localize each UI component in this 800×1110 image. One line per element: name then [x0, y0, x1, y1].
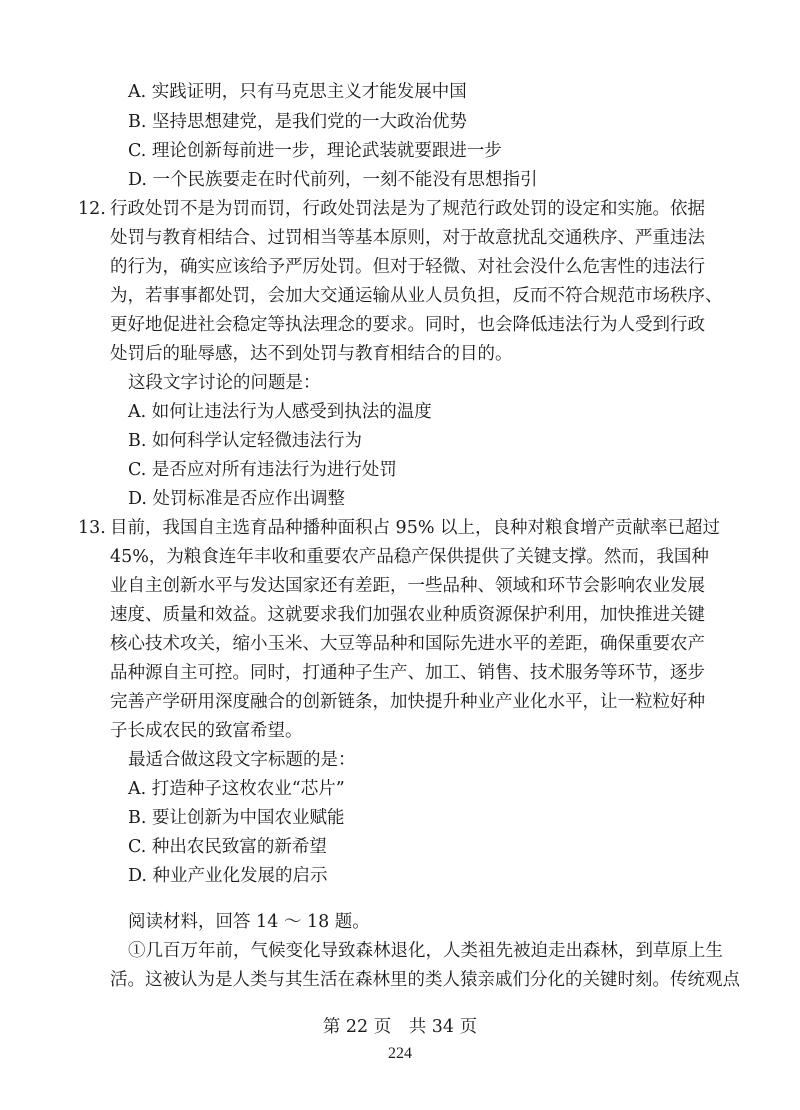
- reading-intro: 阅读材料，回答 14 ～ 18 题。: [128, 912, 370, 932]
- reading-passage-line: 活。这被认为是人类与其生活在森林里的类人猿亲戚们分化的关键时刻。传统观点: [110, 970, 740, 990]
- q11-option-b: B. 坚持思想建党，是我们党的一大政治优势: [128, 112, 467, 132]
- q13-number: 13.: [78, 518, 106, 538]
- q12-passage-line: 处罚与教育相结合、过罚相当等基本原则，对于故意扰乱交通秩序、严重违法: [110, 228, 705, 248]
- q12-option-c: C. 是否应对所有违法行为进行处罚: [128, 460, 397, 480]
- q11-option-c: C. 理论创新每前进一步，理论武装就要跟进一步: [128, 141, 502, 161]
- q12-option-b: B. 如何科学认定轻微违法行为: [128, 431, 362, 451]
- q11-option-a: A. 实践证明，只有马克思主义才能发展中国: [128, 82, 467, 102]
- q12-passage-line: 12. 行政处罚不是为罚而罚，行政处罚法是为了规范行政处罚的设定和实施。依据: [78, 199, 705, 219]
- q13-passage-line: 子长成农民的致富希望。: [110, 721, 303, 741]
- q13-option-b: B. 要让创新为中国农业赋能: [128, 808, 345, 828]
- q13-passage-line: 品种源自主可控。同时，打通种子生产、加工、销售、技术服务等环节，逐步: [110, 663, 705, 683]
- q13-passage-line: 业自主创新水平与发达国家还有差距，一些品种、领域和环节会影响农业发展: [110, 576, 705, 596]
- q13-option-c: C. 种出农民致富的新希望: [128, 837, 327, 857]
- q12-option-a: A. 如何让违法行为人感受到执法的温度: [128, 402, 432, 422]
- q12-passage-line: 为，若事事都处罚，会加大交通运输从业人员负担，反而不符合规范市场秩序、: [110, 286, 723, 306]
- q13-passage-line: 13. 目前，我国自主选育品种播种面积占 95% 以上，良种对粮食增产贡献率已超过: [78, 518, 721, 538]
- page-label: 第 22 页 共 34 页: [322, 1017, 478, 1037]
- q12-passage-line: 更好地促进社会稳定等执法理念的要求。同时，也会降低违法行为人受到行政: [110, 315, 705, 335]
- q13-option-d: D. 种业产业化发展的启示: [128, 866, 328, 886]
- q13-option-a: A. 打造种子这枚农业“芯片”: [128, 779, 345, 799]
- q13-passage-line: 完善产学研用深度融合的创新链条，加快提升种业产业化水平，让一粒粒好种: [110, 692, 705, 712]
- reading-passage-line: ①几百万年前，气候变化导致森林退化，人类祖先被迫走出森林，到草原上生: [128, 941, 723, 961]
- q13-passage-line: 核心技术攻关，缩小玉米、大豆等品种和国际先进水平的差距，确保重要农产: [110, 634, 705, 654]
- page-number: 224: [388, 1045, 412, 1062]
- q11-option-d: D. 一个民族要走在时代前列，一刻不能没有思想指引: [128, 170, 538, 190]
- q12-question: 这段文字讨论的问题是：: [128, 373, 321, 393]
- q13-passage-line: 速度、质量和效益。这就要求我们加强农业种质资源保护利用，加快推进关键: [110, 605, 705, 625]
- q12-number: 12.: [78, 199, 106, 219]
- q13-question: 最适合做这段文字标题的是：: [128, 750, 356, 770]
- q13-passage-line: 45%，为粮食连年丰收和重要农产品稳产保供提供了关键支撑。然而，我国种: [110, 547, 709, 567]
- q12-passage-line: 的行为，确实应该给予严厉处罚。但对于轻微、对社会没什么危害性的违法行: [110, 257, 705, 277]
- q12-passage-line: 处罚后的耻辱感，达不到处罚与教育相结合的目的。: [110, 344, 513, 364]
- q12-option-d: D. 处罚标准是否应作出调整: [128, 489, 346, 509]
